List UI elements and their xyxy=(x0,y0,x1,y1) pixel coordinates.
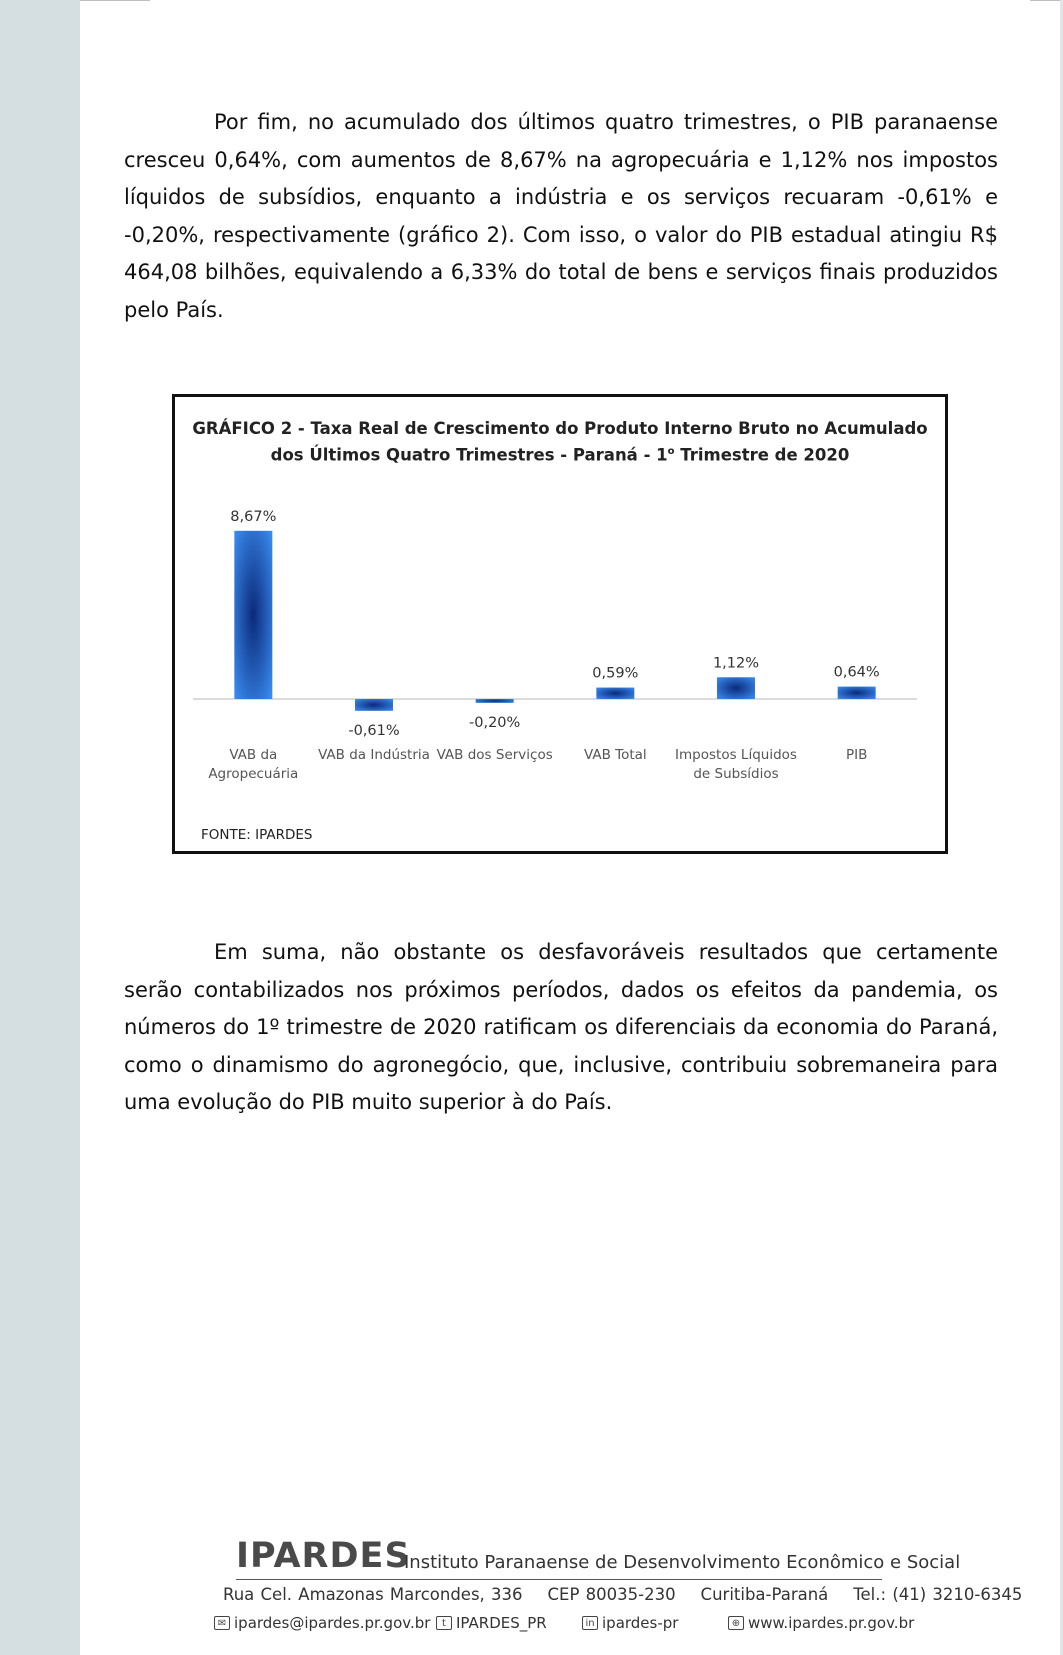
category-label: VAB da Indústria xyxy=(318,747,430,763)
footer-divider xyxy=(236,1579,882,1580)
bar xyxy=(717,677,755,699)
category-label: VAB Total xyxy=(583,747,647,763)
linkedin-icon: in xyxy=(582,1616,598,1630)
email-text: ipardes@ipardes.pr.gov.br xyxy=(234,1614,431,1632)
web-icon: ⊕ xyxy=(728,1616,744,1630)
category-label: VAB da xyxy=(229,747,278,763)
contact-website[interactable] xyxy=(728,1614,914,1632)
bar-chart xyxy=(175,397,945,851)
chart-title-line-2-b: Trimestre de 2020 xyxy=(674,445,850,465)
data-label: 1,12% xyxy=(712,655,760,672)
paragraph-2: Em suma, não obstante os desfavoráveis resultados que certamente serão contabilizados nos próximos períodos, dados os efeitos da pandemia, os números do 1º trimestre de 2020 ratificam os diferenciais da economia do Paraná, como o dinamismo do agronegócio, que, inclusive, contribuiu sobremaneira para uma evolução do PIB muito superior à do País. xyxy=(124,940,998,1114)
bar xyxy=(355,699,393,711)
twitter-icon: t xyxy=(436,1616,452,1630)
data-label: 0,64% xyxy=(833,664,880,681)
category-label: Agropecuária xyxy=(208,766,299,782)
category-label: PIB xyxy=(845,747,868,763)
top-rule xyxy=(80,0,150,1)
data-label: 8,67% xyxy=(230,508,277,525)
bar xyxy=(596,688,634,699)
footer-address: Rua Cel. Amazonas Marcondes, 336 CEP 80035-230 Curitiba-Paraná Tel.: (41) 3210-6345 xyxy=(223,1585,1023,1604)
category-label: Impostos Líquidos xyxy=(675,747,797,763)
data-label: 0,59% xyxy=(592,665,639,682)
bar xyxy=(476,699,514,703)
contact-twitter[interactable] xyxy=(436,1614,547,1632)
bar xyxy=(234,531,272,699)
chart-title-line-1: GRÁFICO 2 - Taxa Real de Crescimento do Produto Interno Bruto no Acumulado xyxy=(192,419,928,438)
chart-title-line-2-a: dos Últimos Quatro Trimestres - Paraná - 1 xyxy=(270,445,668,465)
paragraph-1: Por fim, no acumulado dos últimos quatro trimestres, o PIB paranaense cresceu 0,64%, com aumentos de 8,67% na agropecuária e 1,12% nos impostos líquidos de subsídios, enquanto a indústria e os serviços recuaram -0,61% e -0,20%, respectivamente (gráfico 2). Com isso, o valor do PIB estadual atingiu R$ 464,08 bilhões, equivalendo a 6,33% do total de bens e serviços finais produzidos pelo País. xyxy=(124,110,998,322)
side-band xyxy=(0,0,80,1655)
data-label: -0,20% xyxy=(469,714,521,731)
twitter-text: IPARDES_PR xyxy=(456,1614,547,1632)
contact-linkedin[interactable] xyxy=(582,1614,678,1632)
ipardes-logo: IPARDES xyxy=(236,1536,411,1576)
bar xyxy=(838,687,876,699)
linkedin-text: ipardes-pr xyxy=(602,1614,679,1632)
website-text: www.ipardes.pr.gov.br xyxy=(748,1614,915,1632)
envelope-icon: ✉ xyxy=(214,1616,230,1630)
top-rule xyxy=(1030,0,1063,1)
category-label: VAB dos Serviços xyxy=(436,747,553,763)
data-label: -0,61% xyxy=(348,722,400,739)
chart-title-ordinal: o xyxy=(667,446,675,457)
institute-name: Instituto Paranaense de Desenvolvimento Econômico e Social xyxy=(404,1552,961,1573)
category-label: de Subsídios xyxy=(693,766,779,782)
chart-frame xyxy=(172,394,948,854)
chart-source: FONTE: IPARDES xyxy=(201,827,313,843)
contact-email[interactable] xyxy=(214,1614,430,1632)
